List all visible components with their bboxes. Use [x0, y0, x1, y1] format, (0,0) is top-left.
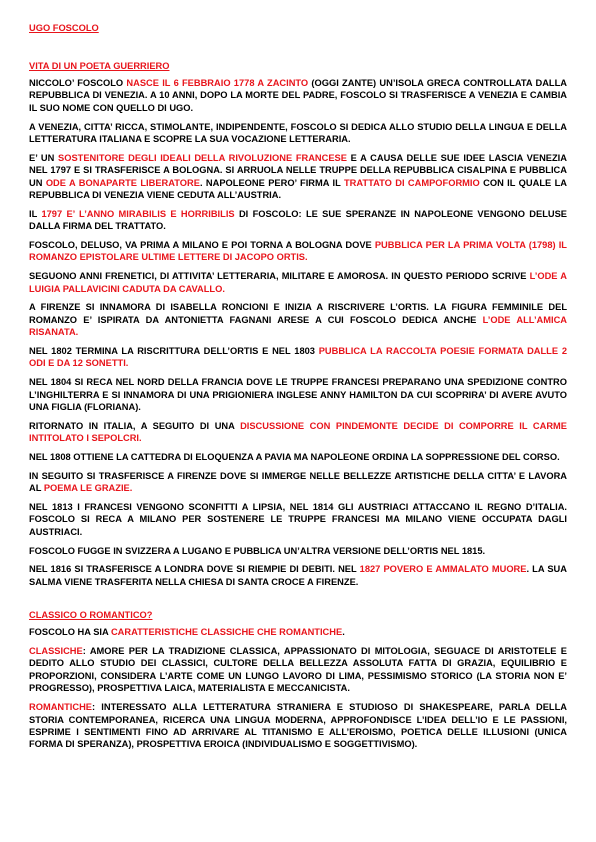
text-run: E A CAUSA DELLE SUE IDEE LASCIA VENEZIA NEL 1797 E SI TRASFERISCE A BOLOGNA. SI ARRUOLA NELLE TRUPPE DELLA REPUBBLICA CISALPINA E PUBBLICA UN: [29, 152, 567, 188]
section-vita: [29, 60, 567, 588]
text-run: : INTERESSATO ALLA LETTERATURA STRANIERA E STUDIOSO DI SHAKESPEARE, PARLA DELLA STORIA CONTEMPORANEA, RICERCA UNA LINGUA MODERNA, APPROFONDISCE L’IDEA DELL’IO E LE PASSIONI, ESPRIME I SENTIMENTI FINO AD ARRIVARE AL TITANISMO E ALL’EROISMO, POETICA DELLE ILLUSIONI (UNICA FORMA DI SPERANZA), PROSPETTIVA EROICA (INDIVIDUALISMO E SOGGETTIVISMO).: [29, 702, 567, 750]
text-run: CON IL QUALE LA REPUBBLICA DI VENEZIA VIENE CEDUTA ALL’AUSTRIA.: [29, 177, 567, 201]
paragraph: [29, 376, 567, 413]
text-run: NEL 1816 SI TRASFERISCE A LONDRA DOVE SI RIEMPIE DI DEBITI. NEL: [29, 564, 360, 575]
section-heading-vita: VITA DI UN POETA GUERRIERO: [29, 61, 170, 71]
section-body-classico: [29, 626, 567, 750]
section-body-vita: [29, 77, 567, 588]
text-run: NICCOLO’ FOSCOLO: [29, 78, 127, 88]
highlighted-text: DISCUSSIONE CON PINDEMONTE DECIDE DI COMPORRE IL CARME INTITOLATO I SEPOLCRI.: [29, 420, 568, 444]
text-run: IL: [29, 208, 42, 219]
text-run: NEL 1813 I FRANCESI VENGONO SCONFITTI A LIPSIA, NEL 1814 GLI AUSTRIACI ATTACCANO IL REGNO D’ITALIA. FOSCOLO SI RECA A MILANO PER SOSTENERE LE TRUPPE FRANCESI MA MILANO VIENE OCCUPATA DAGLI AUSTRIACI.: [29, 502, 567, 537]
text-run: (OGGI ZANTE) UN’ISOLA GRECA CONTROLLATA DALLA REPUBBLICA DI VENEZIA. A 10 ANNI, DOPO LA MORTE DEL PADRE, FOSCOLO SI TRASFERISCE A VENEZIA E CAMBIA IL SUO NOME CON QUELLO DI UGO.: [29, 78, 567, 113]
text-run: FOSCOLO, DELUSO, VA PRIMA A MILANO E POI TORNA A BOLOGNA DOVE: [29, 240, 375, 251]
highlighted-text: CLASSICHE: [29, 646, 83, 657]
text-run: SEGUONO ANNI FRENETICI, DI ATTIVITA’ LETTERARIA, MILITARE E AMOROSA. IN QUESTO PERIODO SCRIVE: [29, 271, 530, 282]
text-run: NEL 1802 TERMINA LA RISCRITTURA DELL’ORTIS E NEL 1803: [29, 346, 319, 357]
highlighted-text: ODE A BONAPARTE LIBERATORE: [45, 177, 200, 188]
paragraph: [29, 152, 567, 202]
highlighted-text: 1827 POVERO E AMMALATO MUORE: [359, 564, 527, 575]
paragraph: [29, 270, 567, 295]
text-run: : AMORE PER LA TRADIZIONE CLASSICA, APPASSIONATO DI MITOLOGIA, SEGUACE DI ARISTOTELE E DEDITO ALLO STUDIO DEI CLASSICI, CULTORE DELLA BELLEZZA ASSOLUTA FATTA DI GRAZIA, EQUILIBRIO E PROPORZIONI, CONSIDERA L’ARTE COME UN LUNGO LAVORO DI LIMA, PESSIMISMO STORICO (LA STORIA NON E’ PROGRESSO), PROSPETTIVA LAICA, MATERIALISTA E MECCANICISTA.: [29, 646, 567, 694]
paragraph: [29, 563, 567, 588]
highlighted-text: L’ODE ALL’AMICA RISANATA.: [29, 314, 567, 338]
paragraph: [29, 645, 567, 695]
highlighted-text: POEMA LE GRAZIE.: [43, 483, 133, 494]
highlighted-text: CARATTERISTICHE CLASSICHE CHE ROMANTICHE: [110, 627, 343, 638]
text-run: NEL 1808 OTTIENE LA CATTEDRA DI ELOQUENZA A PAVIA MA NAPOLEONE ORDINA LA SOPPRESSIONE DEL CORSO.: [29, 452, 560, 463]
highlighted-text: SOSTENITORE DEGLI IDEALI DELLA RIVOLUZIONE FRANCESE: [58, 152, 347, 163]
document-title: UGO FOSCOLO: [29, 23, 99, 33]
highlighted-text: PUBBLICA PER LA PRIMA VOLTA (1798) IL ROMANZO EPISTOLARE ULTIME LETTERE DI JACOPO ORTIS.: [29, 240, 567, 263]
text-run: NEL 1804 SI RECA NEL NORD DELLA FRANCIA DOVE LE TRUPPE FRANCESI PREPARANO UNA SPEDIZIONE CONTRO L’INGHILTERRA E SI INNAMORA DI UNA PRIGIONIERA INGLESE ANNY HAMILTON DA CUI SCOPRIRA’ DI AVERE AVUTO UNA FIGLIA (FLORIANA).: [29, 377, 567, 413]
paragraph: [29, 545, 567, 557]
paragraph: [29, 501, 567, 538]
text-run: . NAPOLEONE PERO’ FIRMA IL: [199, 177, 344, 188]
highlighted-text: L’ODE A LUIGIA PALLAVICINI CADUTA DA CAVALLO.: [29, 271, 567, 294]
paragraph: [29, 239, 567, 264]
text-run: FOSCOLO FUGGE IN SVIZZERA A LUGANO E PUBBLICA UN’ALTRA VERSIONE DELL’ORTIS NEL 1815.: [29, 545, 486, 556]
text-run: RITORNATO IN ITALIA, A SEGUITO DI UNA: [29, 420, 241, 431]
text-run: .: [342, 627, 345, 638]
paragraph: [29, 451, 567, 463]
paragraph: [29, 121, 567, 146]
paragraph: [29, 208, 567, 233]
text-run: FOSCOLO HA SIA: [29, 627, 111, 638]
highlighted-text: 1797 E’ L’ANNO MIRABILIS E HORRIBILIS: [41, 208, 235, 219]
paragraph: [29, 77, 567, 114]
highlighted-text: TRATTATO DI CAMPOFORMIO: [344, 177, 480, 188]
paragraph: [29, 701, 567, 751]
text-run: E’ UN: [29, 152, 59, 163]
text-run: DI FOSCOLO: LE SUE SPERANZE IN NAPOLEONE VENGONO DELUSE DALLA FIRMA DEL TRATTATO.: [29, 208, 567, 232]
paragraph: [29, 301, 567, 338]
section-heading-classico: CLASSICO O ROMANTICO?: [29, 610, 153, 621]
paragraph: [29, 345, 567, 370]
document-page: [29, 22, 567, 757]
section-classico: [29, 609, 567, 750]
paragraph: [29, 626, 567, 638]
highlighted-text: PUBBLICA LA RACCOLTA POESIE FORMATA DALLE 2 ODI E DA 12 SONETTI.: [29, 346, 567, 369]
highlighted-text: NASCE IL 6 FEBBRAIO 1778 A ZACINTO: [126, 78, 309, 88]
text-run: A FIRENZE SI INNAMORA DI ISABELLA RONCIONI E INIZIA A RISCRIVERE L’ORTIS. LA FIGURA FEMMINILE DEL ROMANZO E’ ISPIRATA DA ANTONIETTA FAGNANI ARESE A CUI FOSCOLO DEDICA ANCHE: [29, 302, 567, 325]
text-run: A VENEZIA, CITTA’ RICCA, STIMOLANTE, INDIPENDENTE, FOSCOLO SI DEDICA ALLO STUDIO DELLA LINGUA E DELLA LETTERATURA ITALIANA E SCOPRE LA SUA VOCAZIONE LETTERARIA.: [29, 121, 567, 145]
text-run: . LA SUA SALMA VIENE TRASFERITA NELLA CHIESA DI SANTA CROCE A FIRENZE.: [29, 564, 567, 587]
highlighted-text: ROMANTICHE: [29, 702, 93, 713]
text-run: IN SEGUITO SI TRASFERISCE A FIRENZE DOVE SI IMMERGE NELLE BELLEZZE ARTISTICHE DELLA CITTA’ E LAVORA AL: [29, 470, 567, 494]
paragraph: [29, 420, 567, 445]
paragraph: [29, 470, 567, 495]
